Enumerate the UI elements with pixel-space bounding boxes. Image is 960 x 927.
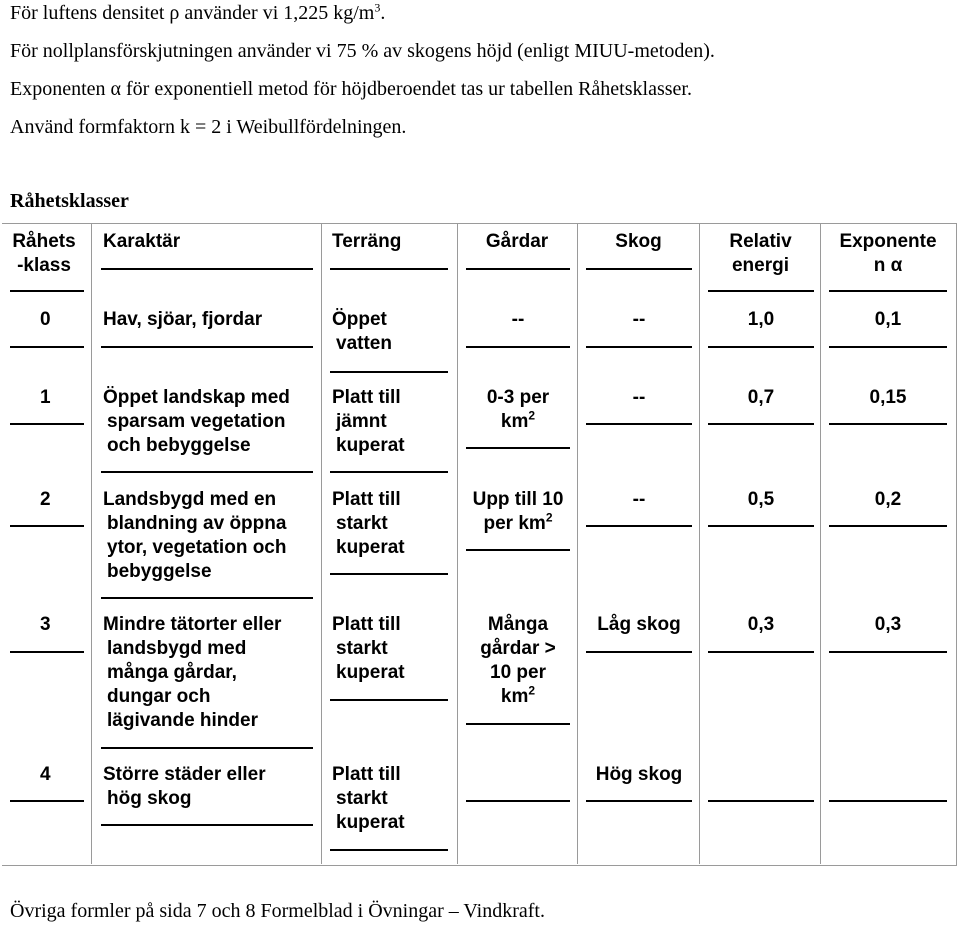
row1-skog-rule (586, 423, 692, 425)
header-energi-line1: Relativ (729, 231, 792, 252)
row3-skog-rule (586, 651, 692, 653)
row3-energi-rule (708, 651, 814, 653)
header-klass (10, 230, 78, 278)
row3-terrang (332, 613, 405, 685)
row3-energi: 0,3 (747, 614, 775, 635)
header-energi-line2: energi (731, 255, 790, 276)
row0-karaktar-rule (101, 346, 313, 348)
row4-terrang (332, 763, 405, 835)
row4-gardar-rule (466, 800, 570, 802)
row3-karaktar (103, 613, 281, 733)
row4-klass: 4 (40, 764, 51, 785)
header-karaktar: Karaktär (103, 231, 181, 252)
row2-klass: 2 (40, 489, 51, 510)
row3-terrang-line3: kuperat (336, 662, 405, 683)
header-terrang: Terräng (332, 231, 402, 252)
row3-gardar-line2: gårdar > (480, 638, 556, 659)
row3-klass: 3 (40, 614, 51, 635)
row2-gardar-unit: per km (483, 513, 546, 534)
row1-energi: 0,7 (747, 387, 775, 408)
row4-klass-rule (10, 800, 84, 802)
row1-gardar-unit: km (500, 411, 529, 432)
row1-gardar-rule (466, 447, 570, 449)
column-divider (577, 223, 578, 864)
row0-energi-rule (708, 346, 814, 348)
row3-exponent: 0,3 (874, 614, 902, 635)
row3-klass-rule (10, 651, 84, 653)
row0-karaktar (103, 308, 262, 332)
row0-gardar-rule (466, 346, 570, 348)
row2-terrang-line2: starkt (336, 513, 388, 534)
header-exponent (829, 230, 947, 278)
row4-energi-rule (708, 800, 814, 802)
intro-line-density (10, 2, 385, 25)
row1-exponent-rule (829, 423, 947, 425)
row4-exponent-rule (829, 800, 947, 802)
row1-terrang-line3: kuperat (336, 435, 405, 456)
intro-line-density-text: För luftens densitet ρ använder vi 1,225 kg/m (10, 2, 375, 24)
row1-gardar (466, 386, 570, 434)
row3-karaktar-line2: landsbygd med (107, 638, 247, 659)
row3-gardar-rule (466, 723, 570, 725)
row1-karaktar (103, 386, 290, 458)
row1-terrang-line2: jämnt (336, 411, 387, 432)
row2-terrang-rule (330, 573, 448, 575)
row2-gardar (466, 488, 570, 536)
row0-gardar: -- (511, 309, 525, 330)
row3-gardar-line1: Många (487, 614, 549, 635)
header-klass-rule (10, 290, 84, 292)
row4-karaktar (103, 763, 266, 811)
row2-gardar-line2 (466, 512, 570, 536)
intro-line-weibull: Använd formfaktorn k = 2 i Weibullfördelningen. (10, 116, 407, 138)
row2-exponent: 0,2 (874, 489, 902, 510)
row4-skog-rule (586, 800, 692, 802)
row3-terrang-line1: Platt till (332, 614, 401, 635)
header-gardar: Gårdar (485, 231, 549, 252)
row0-terrang (332, 308, 392, 356)
row4-terrang-line1: Platt till (332, 764, 401, 785)
row3-karaktar-rule (101, 747, 313, 749)
row1-terrang-line1: Platt till (332, 387, 401, 408)
row1-klass-rule (10, 423, 84, 425)
row2-terrang (332, 488, 405, 560)
header-exponent-line2: n α (873, 255, 903, 276)
row2-energi-rule (708, 525, 814, 527)
row2-karaktar-rule (101, 597, 313, 599)
intro-line-exponent: Exponenten α för exponentiell metod för höjdberoendet tas ur tabellen Råhetsklasser. (10, 78, 692, 100)
row2-terrang-line3: kuperat (336, 537, 405, 558)
row1-karaktar-line3: och bebyggelse (107, 435, 251, 456)
row2-karaktar-line4: bebyggelse (107, 561, 212, 582)
row3-exponent-rule (829, 651, 947, 653)
header-klass-line1: Råhets (12, 231, 76, 252)
row2-karaktar-line1: Landsbygd med en (103, 489, 277, 510)
header-terrang-rule (330, 268, 448, 270)
row4-skog: Hög skog (595, 764, 683, 785)
column-divider (91, 223, 92, 864)
row1-gardar-line2 (466, 410, 570, 434)
table-title: Råhetsklasser (10, 190, 129, 212)
row3-skog: Låg skog (597, 614, 681, 635)
intro-line-density-end: . (380, 2, 386, 24)
row2-karaktar-line2: blandning av öppna (107, 513, 287, 534)
row4-terrang-line3: kuperat (336, 812, 405, 833)
column-divider (820, 223, 821, 864)
row2-gardar-rule (466, 549, 570, 551)
header-skog: Skog (615, 231, 662, 252)
row3-gardar-unit: km (500, 686, 529, 707)
row0-energi: 1,0 (747, 309, 775, 330)
row3-karaktar-line3: många gårdar, (107, 662, 237, 683)
column-divider (457, 223, 458, 864)
header-skog-rule (586, 268, 692, 270)
column-divider (699, 223, 700, 864)
row1-energi-rule (708, 423, 814, 425)
row0-karaktar-line1: Hav, sjöar, fjordar (103, 309, 263, 330)
row1-gardar-line1: 0-3 per (486, 387, 550, 408)
row1-karaktar-rule (101, 471, 313, 473)
row3-gardar-line4 (466, 685, 570, 709)
row0-exponent: 0,1 (874, 309, 902, 330)
row4-karaktar-rule (101, 824, 313, 826)
column-divider (321, 223, 322, 864)
row0-terrang-line1: Öppet (332, 309, 387, 330)
row4-karaktar-line1: Större städer eller (103, 764, 266, 785)
row0-skog: -- (632, 309, 646, 330)
row1-karaktar-line2: sparsam vegetation (107, 411, 286, 432)
header-exponent-line1: Exponente (839, 231, 937, 252)
row3-karaktar-line5: lägivande hinder (107, 710, 258, 731)
header-karaktar-rule (101, 268, 313, 270)
row1-terrang (332, 386, 405, 458)
header-gardar-rule (466, 268, 570, 270)
row1-klass: 1 (40, 387, 51, 408)
row2-karaktar (103, 488, 286, 584)
header-energi-rule (708, 290, 814, 292)
row0-klass: 0 (40, 309, 51, 330)
row3-karaktar-line1: Mindre tätorter eller (103, 614, 282, 635)
cubic-superscript: 3 (374, 0, 381, 15)
row2-karaktar-line3: ytor, vegetation och (107, 537, 287, 558)
row2-exponent-rule (829, 525, 947, 527)
header-klass-line2: -klass (17, 255, 71, 276)
row1-karaktar-line1: Öppet landskap med (103, 387, 290, 408)
row2-klass-rule (10, 525, 84, 527)
row2-terrang-line1: Platt till (332, 489, 401, 510)
row1-skog: -- (632, 387, 646, 408)
row1-terrang-rule (330, 471, 448, 473)
row3-gardar (466, 613, 570, 709)
row4-terrang-rule (330, 849, 448, 851)
row1-gardar-superscript: 2 (528, 408, 536, 423)
row0-klass-rule (10, 346, 84, 348)
footer-note: Övriga formler på sida 7 och 8 Formelblad i Övningar – Vindkraft. (10, 900, 545, 922)
row4-karaktar-line2: hög skog (107, 788, 192, 809)
row1-exponent: 0,15 (869, 387, 907, 408)
row0-terrang-rule (330, 371, 448, 373)
row3-terrang-line2: starkt (336, 638, 388, 659)
row3-gardar-line3: 10 per (490, 662, 546, 683)
row2-gardar-line1: Upp till 10 (472, 489, 564, 510)
row2-skog: -- (632, 489, 646, 510)
row3-terrang-rule (330, 699, 448, 701)
row2-skog-rule (586, 525, 692, 527)
row3-karaktar-line4: dungar och (107, 686, 211, 707)
row3-gardar-superscript: 2 (528, 683, 536, 698)
row0-skog-rule (586, 346, 692, 348)
row4-terrang-line2: starkt (336, 788, 388, 809)
row0-exponent-rule (829, 346, 947, 348)
intro-line-zero-plane: För nollplansförskjutningen använder vi 75 % av skogens höjd (enligt MIUU-metoden). (10, 40, 715, 62)
header-energi (708, 230, 813, 278)
header-exponent-rule (829, 290, 947, 292)
row2-energi: 0,5 (747, 489, 775, 510)
row2-gardar-superscript: 2 (545, 510, 553, 525)
row0-terrang-line2: vatten (336, 333, 392, 354)
